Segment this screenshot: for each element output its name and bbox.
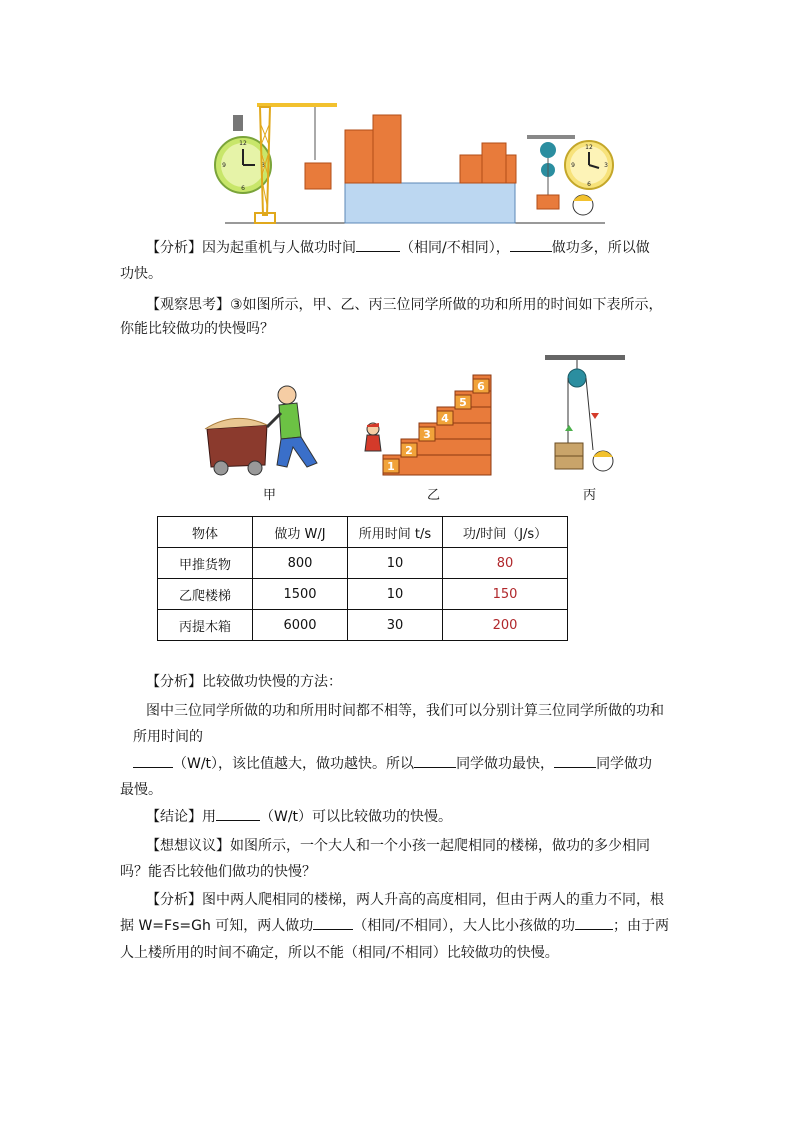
table-cell: 6000 bbox=[253, 610, 348, 641]
cart-pushing-figure bbox=[205, 386, 317, 475]
svg-text:5: 5 bbox=[459, 396, 467, 409]
svg-text:12: 12 bbox=[239, 140, 247, 147]
analysis-paragraph-1: 【分析】因为起重机与人做功时间 （相同/不相同）， 做功多，所以做 bbox=[146, 237, 650, 259]
crane-scene-illustration bbox=[205, 95, 615, 230]
svg-text:6: 6 bbox=[587, 181, 591, 188]
analysis-paragraph-1-cont: 功快。 bbox=[120, 266, 162, 282]
table-cell: 10 bbox=[348, 548, 443, 579]
svg-text:3: 3 bbox=[261, 162, 265, 169]
table-cell: 1500 bbox=[253, 579, 348, 610]
table-cell: 80 bbox=[443, 548, 568, 579]
svg-text:9: 9 bbox=[571, 162, 575, 169]
svg-text:3: 3 bbox=[604, 162, 608, 169]
figure-label-yi: 乙 bbox=[427, 488, 441, 503]
table-cell: 10 bbox=[348, 579, 443, 610]
blank bbox=[313, 915, 353, 930]
svg-text:4: 4 bbox=[441, 412, 449, 425]
table-cell: 30 bbox=[348, 610, 443, 641]
final-analysis: 【分析】图中两人爬相同的楼梯，两人升高的高度相同，但由于两人的重力不同，根 bbox=[146, 892, 664, 908]
table-cell: 甲推货物 bbox=[158, 548, 253, 579]
svg-text:12: 12 bbox=[585, 144, 593, 151]
three-students-illustration bbox=[195, 355, 640, 480]
building-blocks bbox=[345, 115, 516, 223]
table-header-row bbox=[158, 517, 568, 548]
svg-text:2: 2 bbox=[405, 444, 413, 457]
svg-text:9: 9 bbox=[222, 162, 226, 169]
blank bbox=[216, 806, 260, 821]
table-header: 所用时间 t/s bbox=[348, 517, 443, 548]
table-cell: 150 bbox=[443, 579, 568, 610]
conclusion: 【结论】用 （W/t）可以比较做功的快慢。 bbox=[146, 806, 452, 828]
final-analysis-line2: 据 W=Fs=Gh 可知，两人做功 （相同/不相同），大人比小孩做的功 ；由于两 bbox=[120, 915, 669, 937]
final-analysis-line3: 人上楼所用的时间不确定，所以不能（相同/不相同）比较做功的快慢。 bbox=[120, 945, 559, 961]
blank bbox=[510, 237, 552, 252]
blank bbox=[414, 753, 456, 768]
observe-question-cont: 你能比较做功的快慢吗？ bbox=[120, 321, 274, 337]
table-row bbox=[158, 610, 568, 641]
analysis-method-text: 图中三位同学所做的功和所用时间都不相等，我们可以分别计算三位同学所做的功和 bbox=[146, 703, 664, 719]
table-row bbox=[158, 548, 568, 579]
discussion-question-cont: 吗？能否比较他们做功的快慢？ bbox=[120, 864, 316, 880]
svg-text:6: 6 bbox=[241, 185, 245, 192]
table-header: 功/时间（J/s） bbox=[443, 517, 568, 548]
svg-text:1: 1 bbox=[387, 460, 395, 473]
discussion-question: 【想想议议】如图所示，一个大人和一个小孩一起爬相同的楼梯，做功的多少相同 bbox=[146, 838, 650, 854]
analysis-method-text-cont: 所用时间的 bbox=[133, 729, 203, 745]
table-header: 物体 bbox=[158, 517, 253, 548]
table-cell: 200 bbox=[443, 610, 568, 641]
svg-text:6: 6 bbox=[477, 380, 485, 393]
pulley-box-figure bbox=[545, 355, 625, 471]
blank bbox=[575, 915, 613, 930]
figure-label-jia: 甲 bbox=[263, 488, 277, 503]
clock-icon bbox=[565, 141, 613, 189]
table-header: 做功 W/J bbox=[253, 517, 348, 548]
table-cell: 800 bbox=[253, 548, 348, 579]
table-row bbox=[158, 579, 568, 610]
stairs-figure bbox=[365, 375, 491, 475]
table-cell: 乙爬楼梯 bbox=[158, 579, 253, 610]
blank bbox=[356, 237, 400, 252]
blank bbox=[133, 753, 173, 768]
blank bbox=[554, 753, 596, 768]
analysis-method-heading: 【分析】比较做功快慢的方法： bbox=[146, 674, 342, 690]
analysis-method-answer: （W/t），该比值越大，做功越快。所以 同学做功最快， 同学做功 bbox=[133, 753, 652, 775]
work-rate-table bbox=[157, 516, 568, 641]
observe-question: 【观察思考】③如图所示，甲、乙、丙三位同学所做的功和所用的时间如下表所示， bbox=[146, 297, 663, 313]
svg-text:3: 3 bbox=[423, 428, 431, 441]
analysis-method-answer-cont: 最慢。 bbox=[120, 782, 162, 798]
table-cell: 丙提木箱 bbox=[158, 610, 253, 641]
figure-label-bing: 丙 bbox=[583, 488, 597, 503]
